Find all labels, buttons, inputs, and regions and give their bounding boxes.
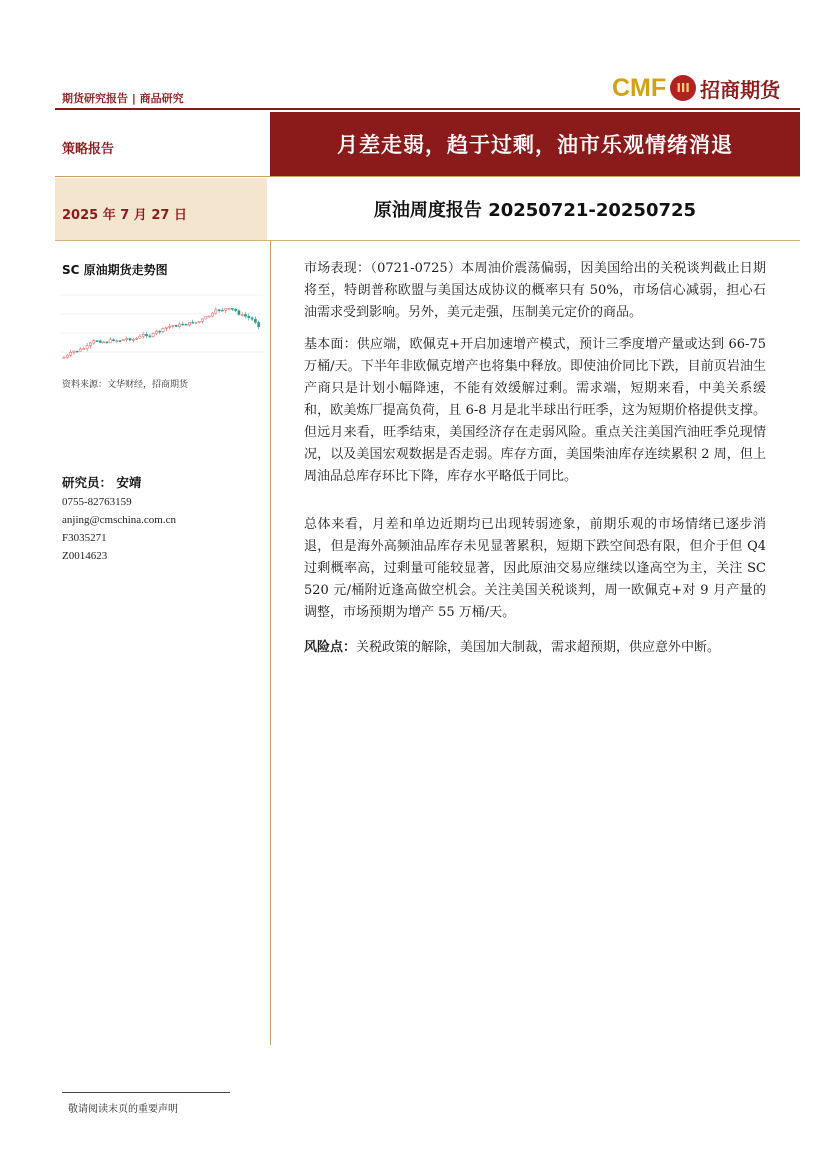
logo-cmf-text: CMF [612, 73, 667, 102]
candle-body [66, 355, 68, 357]
candle-body [238, 311, 240, 315]
candle-body [136, 338, 138, 339]
candle-body [165, 327, 167, 328]
candle-body [254, 319, 256, 322]
candle-body [188, 322, 190, 325]
column-divider [270, 240, 271, 1045]
candle-body [159, 331, 161, 332]
candle-body [175, 325, 177, 326]
researcher-label: 研究员： [62, 475, 113, 490]
paragraph-market [304, 258, 766, 324]
report-date: 2025 年 7 月 27 日 [62, 208, 187, 223]
candle-body [162, 328, 164, 331]
footer-disclaimer: 敬请阅读末页的重要声明 [68, 1104, 178, 1115]
market-text: 市场表现：（0721-0725）本周油价震荡偏弱，因美国给出的关税谈判截止日期将至，特朗普称欧盟与美国达成协议的概率只有 50%，市场信心减弱，担心石油需求受到影响。另外，美元走强，压制美元定价的商品。 [304, 261, 766, 320]
candle-body [251, 318, 253, 319]
candle-body [208, 316, 210, 317]
researcher [62, 473, 141, 491]
paragraph-risk [304, 637, 766, 659]
candle-body [76, 351, 78, 352]
paragraph-summary [304, 514, 766, 624]
candle-body [103, 342, 105, 343]
candle-body [215, 310, 217, 313]
header-divider [55, 108, 800, 110]
candle-body [218, 310, 220, 311]
candle-body [241, 314, 243, 315]
candle-body [205, 316, 207, 319]
candle-body [145, 334, 147, 336]
risk-text: 关税政策的解除，美国加大制裁，需求超预期，供应意外中断。 [356, 640, 721, 655]
section-divider [55, 240, 800, 241]
candle-body [155, 331, 157, 333]
candle-body [172, 325, 174, 326]
candle-body [119, 341, 121, 342]
researcher-license-2: Z0014623 [62, 550, 108, 562]
researcher-phone: 0755-82763159 [62, 496, 132, 508]
candle-body [211, 313, 213, 316]
researcher-name: 安靖 [116, 475, 142, 490]
candle-body [93, 341, 95, 343]
company-logo [612, 70, 802, 106]
candle-body [258, 322, 260, 326]
candle-body [139, 336, 141, 338]
summary-text: 总体来看，月差和单边近期均已出现转弱迹象，前期乐观的市场情绪已逐步消退，但是海外高频油品库存未见显著累积，短期下跌空间恐有限，但介于但 Q4 过剩概率高，过剩量可能较显著，因此原油交易应继续以逢高空为主，关注 SC 520 元/桶附近逢高做空机会。关注美国关税谈判，周一欧佩克+对 9 月产量的调整，市场预期为增产 55 万桶/天。 [304, 517, 766, 620]
report-subtitle: 原油周度报告 20250721-20250725 [373, 200, 697, 221]
candle-body [169, 326, 171, 327]
candle-body [96, 341, 98, 342]
candle-body [149, 336, 151, 337]
candle-body [109, 340, 111, 343]
candle-body [185, 324, 187, 325]
title-divider [55, 176, 800, 177]
candle-body [112, 340, 114, 341]
sc-futures-trend-chart [60, 276, 264, 372]
logo-seal-icon: III [670, 75, 696, 101]
candle-body [195, 322, 197, 323]
candle-body [63, 357, 65, 358]
candle-body [79, 349, 81, 351]
candle-body [192, 322, 194, 323]
candle-body [231, 308, 233, 309]
candle-body [152, 333, 154, 336]
candle-body [122, 340, 124, 341]
candle-body [106, 342, 108, 343]
report-title: 月差走弱，趋于过剩，油市乐观情绪消退 [270, 112, 800, 176]
risk-label: 风险点： [304, 640, 357, 655]
sidebar-chart-title: SC 原油期货走势图 [62, 263, 168, 277]
fundamentals-text: 基本面：供应端，欧佩克+开启加速增产模式，预计三季度增产量或达到 66-75 万桶/天。下半年非欧佩克增产也将集中释放。即使油价同比下跌，目前页岩油生产商只是计划小幅降速，不能有效缓解过剩。需求端，短期来看，中美关系缓和，欧美炼厂提高负荷，且 6-8 月是北半球出行旺季，这为短期价格提供支撑。但远月来看，旺季结束，美国经济存在走弱风险。重点关注美国汽油旺季兑现情况，以及美国宏观数据是否走弱。库存方面，美国柴油库存连续累积 2 周，但上周油品总库存环比下降，库存水平略低于同比。 [304, 337, 766, 484]
candle-body [202, 319, 204, 321]
report-type-label: 策略报告 [62, 142, 115, 157]
chart-source: 资料来源：文华财经，招商期货 [62, 380, 189, 390]
candle-body [235, 309, 237, 310]
candle-body [244, 314, 246, 316]
logo-company-name: 招商期货 [700, 77, 781, 102]
candle-body [198, 321, 200, 322]
report-category: 期货研究报告 | 商品研究 [62, 92, 184, 105]
candle-body [70, 352, 72, 355]
candle-body [73, 351, 75, 352]
candle-body [99, 341, 101, 343]
candle-body [132, 339, 134, 340]
candle-body [178, 324, 180, 326]
candle-body [83, 349, 85, 350]
candle-body [89, 343, 91, 346]
candle-body [126, 338, 128, 339]
candle-body [248, 316, 250, 318]
candle-body [225, 309, 227, 311]
candle-body [228, 308, 230, 309]
candle-body [182, 324, 184, 325]
footer-divider [62, 1092, 230, 1093]
candle-body [86, 346, 88, 349]
candle-body [116, 341, 118, 342]
candle-body [221, 310, 223, 311]
paragraph-fundamentals [304, 334, 766, 488]
candle-body [142, 334, 144, 336]
researcher-email[interactable]: anjing@cmschina.com.cn [62, 514, 176, 526]
researcher-license-1: F3035271 [62, 532, 107, 544]
candle-body [129, 338, 131, 340]
